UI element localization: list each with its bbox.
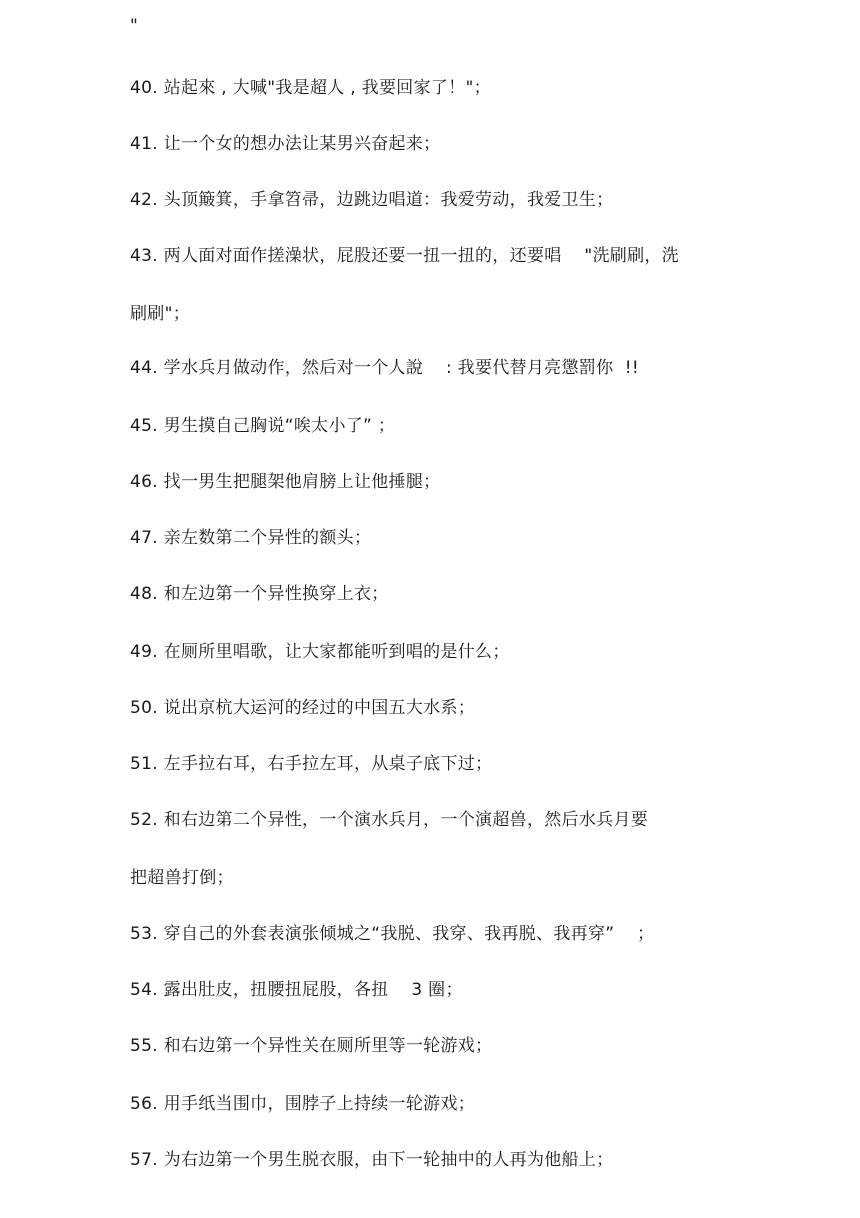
text-line-47: 47. 亲左数第二个异性的额头； — [130, 528, 372, 548]
text-line-52: 52. 和右边第二个异性，一个演水兵月，一个演超兽，然后水兵月要 — [130, 810, 649, 830]
text-line-49: 49. 在厕所里唱歌，让大家都能听到唱的是什么； — [130, 642, 510, 662]
text-line-57: 57. 为右边第一个男生脱衣服，由下一轮抽中的人再为他船上； — [130, 1150, 614, 1170]
text-line-52-cont: 把超兽打倒； — [130, 868, 234, 888]
text-line-56: 56. 用手纸当围巾，围脖子上持续一轮游戏； — [130, 1094, 476, 1114]
text-line-46: 46. 找一男生把腿架他肩膀上让他捶腿； — [130, 472, 441, 492]
text-line-55: 55. 和右边第一个异性关在厕所里等一轮游戏； — [130, 1036, 493, 1056]
text-line-43-cont: 刷刷"； — [130, 304, 191, 324]
text-line-40: 40. 站起來 , 大喊"我是超人 , 我要回家了！"； — [130, 78, 491, 98]
text-line-51: 51. 左手拉右耳，右手拉左耳，从桌子底下过； — [130, 754, 493, 774]
text-line-44: 44. 学水兵月做动作，然后对一个人說 : 我要代替月亮懲罰你 !! — [130, 358, 640, 378]
text-line-48: 48. 和左边第一个异性换穿上衣； — [130, 584, 389, 604]
text-line-42: 42. 头顶簸箕，手拿笤帚，边跳边唱道：我爱劳动，我爱卫生； — [130, 190, 614, 210]
text-line-54: 54. 露出肚皮，扭腰扭屁股，各扭 3 圈； — [130, 980, 463, 1000]
text-line-50: 50. 说出京杭大运河的经过的中国五大水系； — [130, 698, 476, 718]
text-line-43: 43. 两人面对面作搓澡状，屁股还要一扭一扭的，还要唱 "洗刷刷，洗 — [130, 246, 679, 266]
text-line-45: 45. 男生摸自己胸说“唉太小了” ； — [130, 416, 396, 436]
text-line-53: 53. 穿自己的外套表演张倾城之“我脱、我穿、我再脱、我再穿” ； — [130, 924, 655, 944]
text-line-41: 41. 让一个女的想办法让某男兴奋起来； — [130, 134, 441, 154]
text-line-quote: " — [130, 16, 139, 36]
